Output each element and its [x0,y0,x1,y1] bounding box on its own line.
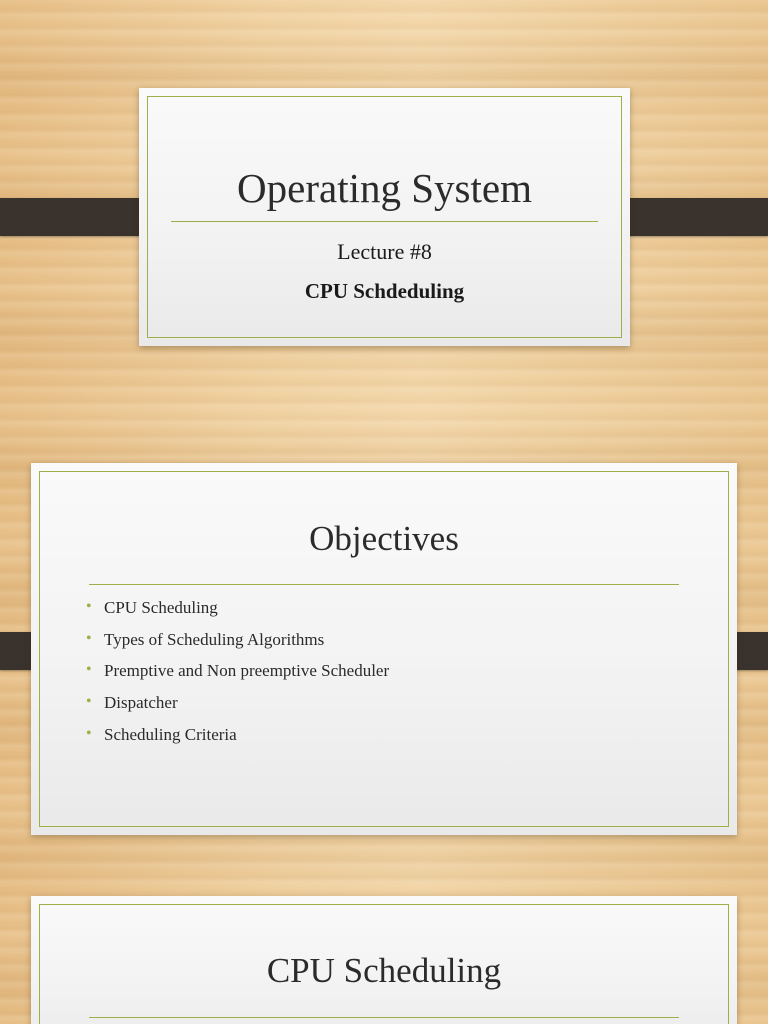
list-item-text: Types of Scheduling Algorithms [104,629,325,649]
list-item [86,598,389,630]
list-item-text: Scheduling Criteria [104,724,237,744]
slide-objectives[interactable] [31,463,737,835]
slide-1-right-tab [613,198,768,236]
objectives-list [86,598,389,756]
bullet-icon: • [86,693,92,711]
list-item-text: Dispatcher [104,693,178,713]
list-item-text: CPU Scheduling [104,598,218,617]
slide-1-left-tab [0,198,155,236]
slide-title-heading: Operating System [237,165,532,211]
list-item [86,693,389,725]
bullet-icon: • [86,598,92,615]
cpu-scheduling-divider [89,1017,679,1018]
slide-title[interactable] [139,88,630,346]
list-item-text: Premptive and Non preemptive Scheduler [104,661,390,681]
title-divider [171,221,598,222]
list-item [86,725,389,757]
objectives-divider [89,584,679,585]
cpu-scheduling-heading: CPU Scheduling [266,951,502,990]
lecture-number: Lecture #8 [337,239,432,264]
lecture-topic: CPU Schdeduling [304,279,465,303]
bullet-icon: • [86,629,92,647]
list-item [86,630,389,662]
slide-cpu-scheduling[interactable] [31,896,737,1024]
list-item [86,661,389,693]
bullet-icon: • [86,661,92,679]
bullet-icon: • [86,724,92,742]
objectives-heading: Objectives [309,519,459,558]
